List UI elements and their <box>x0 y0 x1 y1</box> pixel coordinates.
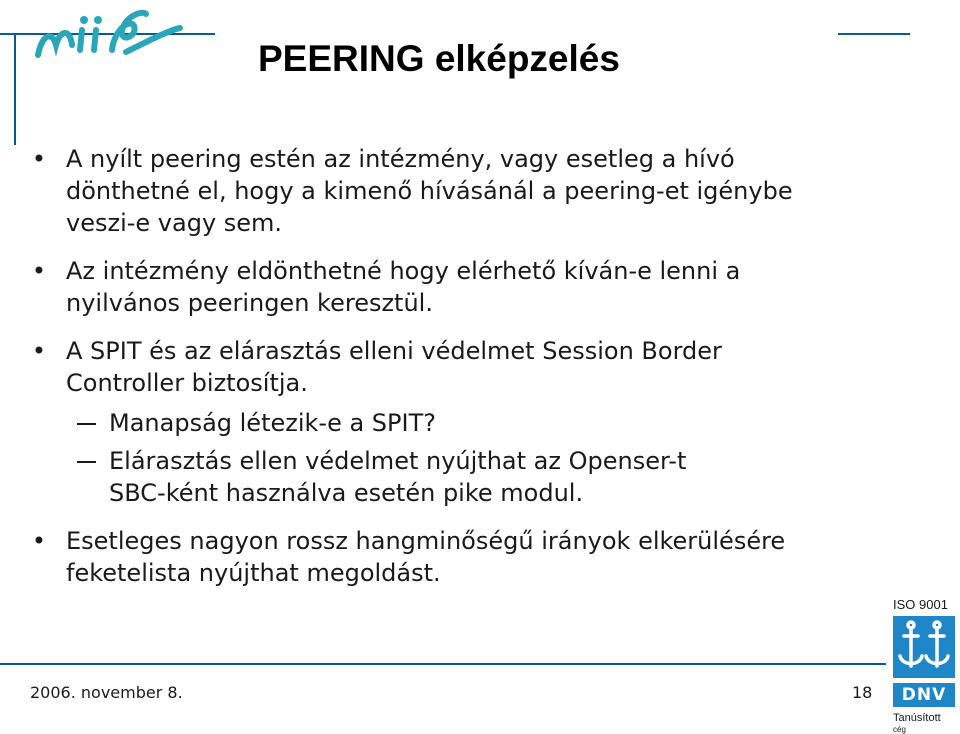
slide-title: PEERING elképzelés <box>258 38 620 79</box>
sub-bullet-line: Elárasztás ellen védelmet nyújthat az Openser-t <box>109 447 687 475</box>
bullet-line: A SPIT és az elárasztás elleni védelmet Session Border <box>66 337 722 365</box>
bullet-dot-icon: • <box>31 527 47 555</box>
bullet-item-3 <box>30 335 930 399</box>
certified-label: Tanúsított <box>893 712 941 724</box>
bullet-list <box>30 143 930 605</box>
sub-bullet-item-1 <box>30 407 930 439</box>
page-number: 18 <box>852 683 873 702</box>
certified-sublabel: cég <box>893 725 906 734</box>
dash-icon <box>77 423 96 425</box>
miif-logo <box>30 0 220 75</box>
bullet-item-1 <box>30 143 930 239</box>
bullet-line: Az intézmény eldönthetné hogy elérhető kíván-e lenni a <box>66 257 741 285</box>
bullet-line: nyilvános peeringen keresztül. <box>66 289 433 317</box>
bullet-line: dönthetné el, hogy a kimenő hívásánál a peering-et igénybe <box>66 177 793 205</box>
iso-label: ISO 9001 <box>893 597 948 612</box>
bullet-line: Controller biztosítja. <box>66 369 308 397</box>
bullet-dot-icon: • <box>31 145 47 173</box>
bullet-dot-icon: • <box>31 337 47 365</box>
bullet-line: veszi-e vagy sem. <box>66 209 283 237</box>
anchor-icon <box>893 616 955 678</box>
footer-date: 2006. november 8. <box>30 683 183 702</box>
bullet-line: A nyílt peering estén az intézmény, vagy esetleg a hívó <box>66 145 735 173</box>
anchor-badge <box>893 616 955 678</box>
bullet-item-2 <box>30 255 930 319</box>
left-vertical-line <box>14 33 16 145</box>
sub-bullet-line: SBC-ként használva esetén pike modul. <box>109 479 584 507</box>
bullet-line: feketelista nyújthat megoldást. <box>66 559 441 587</box>
bottom-line <box>0 663 886 665</box>
sub-bullet-line: Manapság létezik-e a SPIT? <box>109 409 436 437</box>
bullet-item-4 <box>30 525 930 589</box>
dnv-badge: DNV <box>893 683 955 707</box>
bullet-dot-icon: • <box>31 257 47 285</box>
dash-icon <box>77 461 96 463</box>
sub-bullet-item-2 <box>30 445 930 509</box>
top-line-right <box>838 33 910 35</box>
bullet-line: Esetleges nagyon rossz hangminőségű irányok elkerülésére <box>66 527 786 555</box>
